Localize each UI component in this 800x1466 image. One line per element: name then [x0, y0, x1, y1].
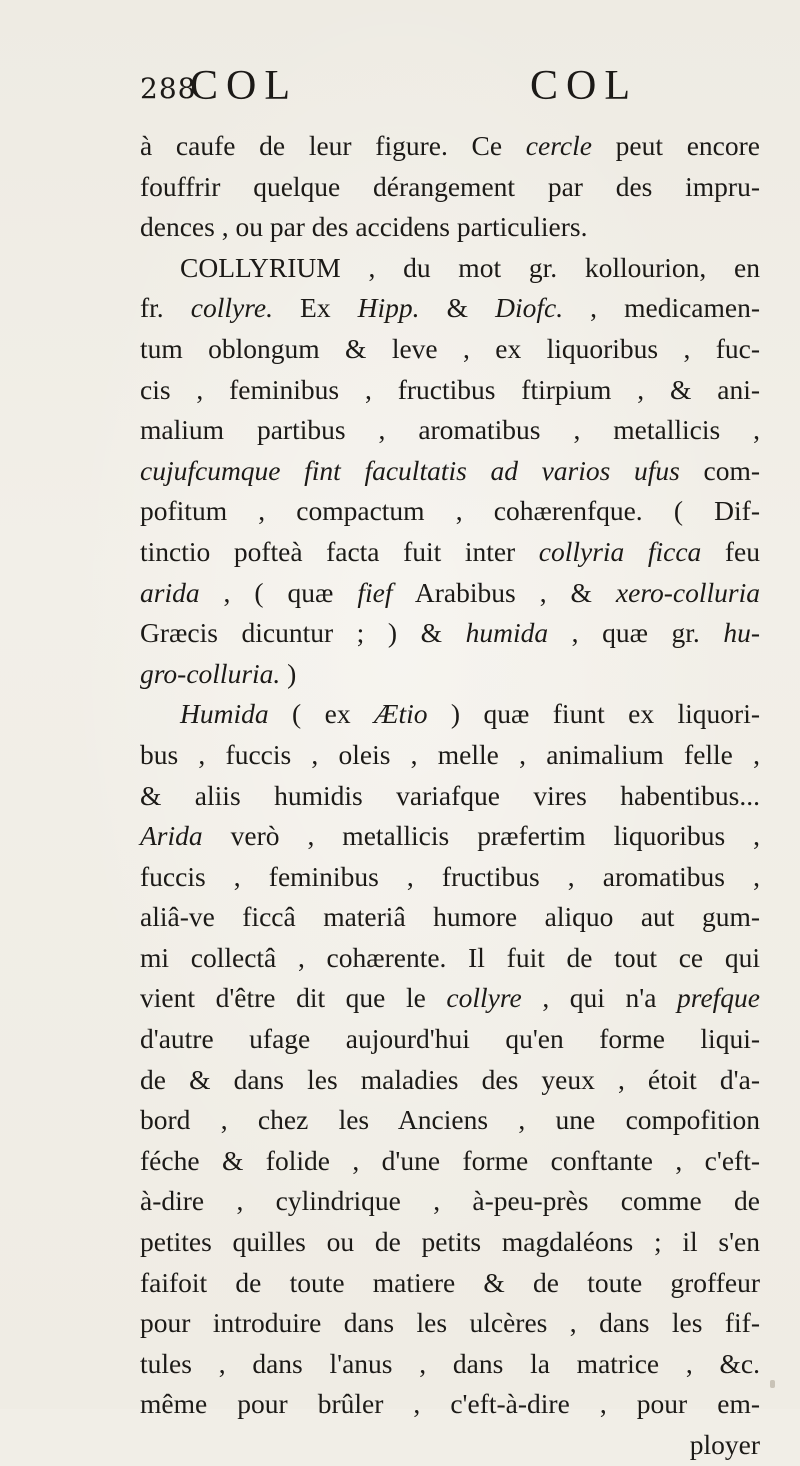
text-line: [140, 126, 760, 167]
text-segment: aliâ-ve ficcâ materiâ humore aliquo aut gum-: [140, 901, 760, 933]
italic-text-segment: cujufcumque fint facultatis ad varios ufus: [140, 454, 680, 486]
text-line: [140, 370, 760, 411]
page-header: [140, 62, 700, 122]
text-segment: à caufe de leur figure. Ce: [140, 130, 526, 161]
italic-text-segment: prefque: [677, 982, 760, 1014]
running-head-left: COL: [190, 63, 298, 109]
text-segment: à-dire , cylindrique , à-peu-près comme de: [140, 1185, 760, 1217]
italic-text-segment: cercle: [525, 130, 592, 161]
text-segment: Ex: [272, 292, 358, 324]
italic-text-segment: collyria ficca: [538, 535, 702, 567]
text-line: [140, 776, 760, 817]
text-line: [140, 329, 760, 370]
text-segment: de & dans les maladies des yeux , étoit d'a-: [140, 1063, 760, 1095]
text-line: [140, 1100, 760, 1141]
text-segment: pofitum , compactum , cohærenfque. ( Dif-: [140, 495, 760, 527]
text-segment: fouffrir quelque dérangement par des impru-: [140, 170, 760, 202]
text-line: [140, 978, 760, 1019]
text-line: [140, 857, 760, 898]
text-segment: fr.: [140, 292, 191, 324]
italic-text-segment: collyre: [446, 982, 522, 1014]
text-segment: d'autre ufage aujourd'hui qu'en forme liqui-: [140, 1023, 760, 1055]
text-segment: COLLYRIUM , du mot gr. kollourion, en: [180, 251, 760, 283]
text-segment: com-: [679, 454, 760, 486]
text-segment: , medicamen-: [563, 292, 760, 324]
text-segment: & aliis humidis variafque vires habentibus...: [140, 779, 760, 811]
text-segment: malium partibus , aromatibus , metallicis ,: [140, 414, 760, 446]
text-segment: , qui n'a: [521, 982, 678, 1014]
text-line: [140, 654, 760, 695]
text-segment: tules , dans l'anus , dans la matrice , &c.: [140, 1347, 760, 1379]
text-segment: tum oblongum & leve , ex liquoribus , fuc-: [140, 332, 760, 364]
italic-text-segment: Humida: [180, 698, 269, 730]
text-segment: vient d'être dit que le: [140, 982, 447, 1014]
text-line: [140, 167, 760, 208]
text-segment: dences , ou par des accidens particuliers.: [140, 211, 588, 243]
text-segment: même pour brûler , c'eft-à-dire , pour em-: [140, 1388, 760, 1420]
italic-text-segment: Diofc.: [495, 292, 564, 324]
text-line: [140, 410, 760, 451]
text-segment: peut encore: [591, 130, 760, 161]
text-segment: , ( quæ: [199, 576, 358, 608]
text-line: [140, 1303, 760, 1344]
text-segment: Arabibus , &: [392, 576, 616, 608]
italic-text-segment: Hipp.: [357, 292, 420, 324]
text-line: [140, 613, 760, 654]
text-segment: pour introduire dans les ulcères , dans les fif-: [140, 1307, 760, 1339]
text-segment: feu: [701, 535, 760, 567]
text-segment: Græcis dicuntur ; ) &: [140, 617, 466, 649]
text-segment: faifoit de toute matiere & de toute groffeur: [140, 1266, 760, 1298]
running-head-right: COL: [530, 63, 638, 109]
text-line: [140, 1181, 760, 1222]
italic-text-segment: fief: [357, 576, 393, 608]
text-line: [140, 1384, 760, 1425]
text-line: [140, 1344, 760, 1385]
text-line: [140, 288, 760, 329]
text-segment: mi collectâ , cohærente. Il fuit de tout ce qui: [140, 941, 760, 973]
text-segment: &: [419, 292, 496, 324]
text-line: [140, 1263, 760, 1304]
italic-text-segment: xero-colluria: [615, 576, 760, 608]
text-line: [140, 816, 760, 857]
text-segment: verò , metallicis præfertim liquoribus ,: [202, 820, 760, 852]
italic-text-segment: Arida: [140, 820, 203, 852]
text-line: [140, 1425, 760, 1466]
text-line: [140, 694, 760, 735]
dictionary-entry-text: [140, 126, 760, 1466]
text-segment: ) quæ fiunt ex liquori-: [427, 698, 760, 730]
italic-text-segment: collyre.: [190, 292, 273, 324]
text-line: [140, 207, 760, 248]
text-segment: bord , chez les Anciens , une compofition: [140, 1104, 760, 1136]
text-segment: bus , fuccis , oleis , melle , animalium felle ,: [140, 738, 760, 770]
text-segment: petites quilles ou de petits magdaléons ; il s'en: [140, 1226, 760, 1258]
paper-speck: [770, 1380, 775, 1388]
page-number: 288: [140, 72, 197, 105]
text-line: [140, 1060, 760, 1101]
text-segment: tinctio pofteà facta fuit inter: [140, 535, 539, 567]
text-segment: ( ex: [268, 698, 375, 730]
text-line: [140, 897, 760, 938]
text-segment: féche & folide , d'une forme conftante , c'eft-: [140, 1144, 760, 1176]
text-line: [140, 532, 760, 573]
italic-text-segment: hu-: [723, 617, 760, 649]
text-line: [140, 248, 760, 289]
italic-text-segment: arida: [140, 576, 200, 608]
italic-text-segment: Ætio: [374, 698, 428, 730]
italic-text-segment: humida: [465, 617, 549, 649]
text-line: [140, 451, 760, 492]
text-segment: fuccis , feminibus , fructibus , aromatibus ,: [140, 860, 760, 892]
text-segment: cis , feminibus , fructibus ftirpium , & ani-: [140, 373, 760, 405]
text-segment: ployer: [689, 1429, 760, 1460]
text-line: [140, 1019, 760, 1060]
text-line: [140, 938, 760, 979]
text-segment: , quæ gr.: [548, 617, 724, 649]
text-line: [140, 1222, 760, 1263]
text-line: [140, 735, 760, 776]
text-line: [140, 1141, 760, 1182]
text-line: [140, 573, 760, 614]
italic-text-segment: gro-colluria.: [140, 657, 281, 689]
text-segment: ): [280, 657, 297, 689]
text-line: [140, 491, 760, 532]
